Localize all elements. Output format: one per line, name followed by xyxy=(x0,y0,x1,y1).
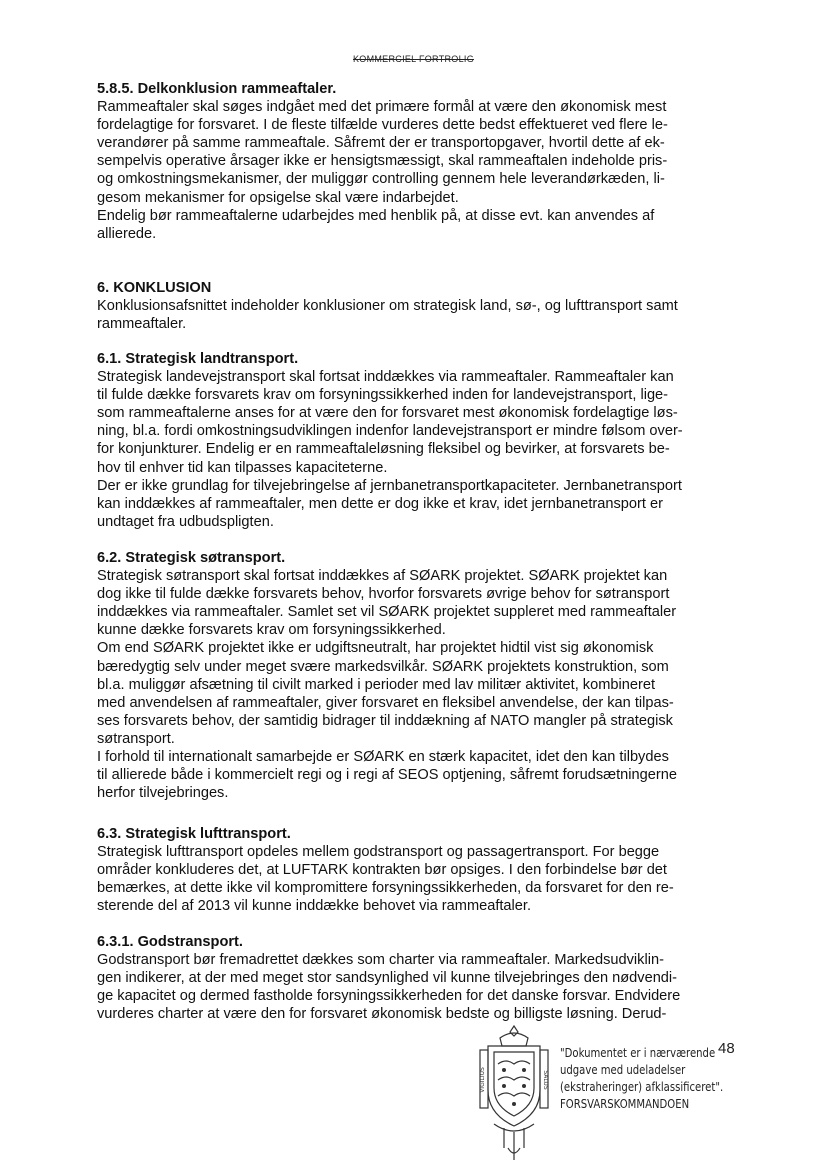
section-body xyxy=(97,368,742,531)
body-line: hov til enhver tid kan tilpasses kapaciteterne. xyxy=(97,459,388,476)
body-line: Strategisk landevejstransport skal fortsat inddækkes via rammeaftaler. Rammeaftaler kan xyxy=(97,369,674,386)
section-heading: 5.8.5. Delkonklusion rammeaftaler. xyxy=(97,81,337,97)
body-line: Strategisk søtransport skal fortsat inddækkes af SØARK projektet. SØARK projektet kan xyxy=(97,568,668,585)
body-line: bæredygtig selv under meget svære markedsvilkår. SØARK projektets konstruktion, som xyxy=(97,658,669,675)
section-6-3 xyxy=(97,825,742,915)
body-line: bl.a. muliggør afsætning til civilt marked i perioder med lav militær aktivitet, kombineret xyxy=(97,676,655,693)
body-line: Om end SØARK projektet ikke er udgiftsneutralt, har projektet hidtil vist sig økonomisk xyxy=(97,640,654,657)
body-line: bemærkes, at dette ikke vil kompromittere forsyningssikkerheden, da forsvaret for den re- xyxy=(97,880,674,897)
stamp-line: (ekstraheringer) afklassificeret". xyxy=(560,1080,724,1094)
body-line: Strategisk lufttransport opdeles mellem godstransport og passagertransport. For begge xyxy=(97,844,660,861)
body-line: herfor tilvejebringes. xyxy=(97,785,229,802)
body-line: ning, bl.a. fordi omkostningsudviklingen indenfor landevejstransport er mindre følsom over- xyxy=(97,423,683,440)
section-5-8-5 xyxy=(97,80,742,243)
body-line: til fulde dække forsvarets krav om forsyningssikkerhed inden for landevejstransport, lige- xyxy=(97,387,669,404)
section-body xyxy=(97,98,742,243)
body-line: verandører på samme rammeaftale. Såfremt der er transportopgaver, hvortil dette af ek- xyxy=(97,135,665,152)
stamp-line: udgave med udeladelser xyxy=(560,1063,686,1077)
section-heading: 6.1. Strategisk landtransport. xyxy=(97,351,299,367)
body-line: I forhold til internationalt samarbejde er SØARK en stærk kapacitet, idet den kan tilbydes xyxy=(97,749,669,766)
section-6-2 xyxy=(97,549,742,802)
section-6 xyxy=(97,279,742,333)
coat-of-arms-seal xyxy=(474,1024,554,1164)
body-line: inddækkes via rammeaftaler. Samlet set vil SØARK projektet suppleret med rammeaftaler xyxy=(97,604,677,621)
body-line: til allierede både i kommercielt regi og i regi af SEOS optjening, såfremt forudsætningerne xyxy=(97,767,677,784)
section-6-1 xyxy=(97,350,742,531)
body-line: rammeaftaler. xyxy=(97,316,187,333)
section-heading: 6.3.1. Godstransport. xyxy=(97,934,243,950)
body-line: for konjunkturer. Endelig er en rammeaftaleløsning fleksibel og bevirker, at forsvarets be- xyxy=(97,441,670,458)
section-heading: 6. KONKLUSION xyxy=(97,280,212,296)
section-heading: 6.3. Strategisk lufttransport. xyxy=(97,826,291,842)
body-line: søtransport. xyxy=(97,730,175,747)
body-line: allierede. xyxy=(97,225,157,242)
section-body xyxy=(97,951,742,1023)
body-line: sempelvis operative årsager ikke er hensigtsmæssigt, skal rammeaftalen indeholde pris- xyxy=(97,153,668,170)
body-line: Der er ikke grundlag for tilvejebringelse af jernbanetransportkapaciteter. Jernbanetransport xyxy=(97,477,682,494)
body-line: gesom mekanismer for opsigelse skal være indarbejdet. xyxy=(97,189,459,206)
body-line: Endelig bør rammeaftalerne udarbejdes med henblik på, at disse evt. kan anvendes af xyxy=(97,207,655,224)
body-line: vurderes charter at være den for forsvaret økonomisk bedste og billigste løsning. Derud- xyxy=(97,1006,667,1023)
body-line: ge kapacitet og dermed fastholde forsyningssikkerheden for det danske forsvar. Endvidere xyxy=(97,988,681,1005)
section-body xyxy=(97,297,742,333)
section-6-3-1 xyxy=(97,933,742,1023)
body-line: Rammeaftaler skal søges indgået med det primære formål at være den økonomisk mest xyxy=(97,99,667,116)
body-line: fordelagtige for forsvaret. I de fleste tilfælde vurderes dette bedst effektueret ved flere le- xyxy=(97,117,668,134)
body-line: undtaget fra udbudspligten. xyxy=(97,513,274,530)
body-line: med anvendelsen af rammeaftaler, giver forsvaret en fleksibel anvendelse, der kan tilpas- xyxy=(97,694,674,711)
body-line: ses forsvarets behov, der samtidig bidrager til inddækning af NATO mangler på strategisk xyxy=(97,712,673,729)
stamp-line: FORSVARSKOMMANDOEN xyxy=(560,1097,690,1111)
body-line: områder konkluderes det, at LUFTARK kontrakten bør opsiges. I den forbindelse bør det xyxy=(97,862,667,879)
body-line: kunne dække forsvarets krav om forsyningssikkerhed. xyxy=(97,622,446,639)
classification-header: KOMMERCIEL FORTROLIG xyxy=(352,54,474,64)
body-line: Konklusionsafsnittet indeholder konklusioner om strategisk land, sø-, og lufttransport samt xyxy=(97,298,678,315)
section-heading: 6.2. Strategisk søtransport. xyxy=(97,550,286,566)
body-line: gen indikerer, at der med meget stor sandsynlighed vil kunne tilvejebringes den nødvendi- xyxy=(97,970,678,987)
seal-inscription-right: SALUS xyxy=(542,1070,549,1090)
body-line: dog ikke til fulde dække forsvarets behov, hvorfor forsvarets øvrige behov for søtransport xyxy=(97,586,670,603)
declassification-stamp xyxy=(560,1045,728,1113)
body-line: Godstransport bør fremadrettet dækkes som charter via rammeaftaler. Markedsudviklin- xyxy=(97,952,664,969)
page-number: 48 xyxy=(718,1040,735,1057)
body-line: som rammeaftalerne anses for at være den for forsvaret mest økonomisk fordelagtige løs- xyxy=(97,405,678,422)
body-line: kan inddækkes af rammeaftaler, men dette er dog ikke et krav, idet jernbanetransport er xyxy=(97,495,663,512)
body-line: og omkostningsmekanismer, der muliggør controlling gennem hele leverandørkæden, li- xyxy=(97,171,665,188)
seal-inscription-left: VIGILIUS xyxy=(479,1067,486,1093)
body-line: sterende del af 2013 vil kunne inddække behovet via rammeaftaler. xyxy=(97,898,532,915)
stamp-line: "Dokumentet er i nærværende xyxy=(560,1046,716,1060)
section-body xyxy=(97,843,742,915)
section-body xyxy=(97,567,742,802)
